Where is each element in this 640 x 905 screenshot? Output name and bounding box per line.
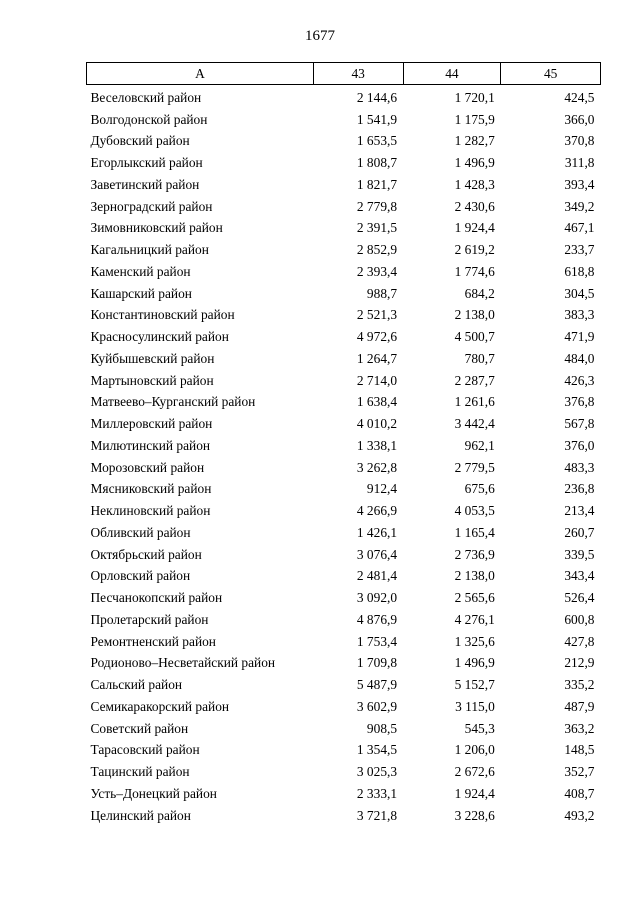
value-43-cell: 988,7	[366, 285, 398, 301]
value-43-cell: 2 521,3	[356, 307, 398, 323]
value-43-cell: 3 721,8	[356, 807, 398, 823]
value-45-cell: 618,8	[564, 263, 595, 279]
value-43-cell: 1 354,5	[356, 742, 398, 758]
table-row	[87, 479, 601, 501]
table-row	[87, 805, 601, 827]
table-row	[87, 370, 601, 392]
table-row	[87, 544, 601, 566]
district-name-cell: Кагальницкий район	[90, 242, 209, 258]
value-44-cell: 962,1	[464, 437, 495, 453]
value-44-cell: 545,3	[464, 720, 495, 736]
district-name-cell: Константиновский район	[90, 307, 235, 323]
value-45-cell: 233,7	[564, 242, 595, 258]
value-44-cell: 1 206,0	[454, 742, 495, 758]
value-43-cell: 1 338,1	[356, 437, 398, 453]
value-44-cell: 5 152,7	[454, 677, 495, 693]
value-45-cell: 376,8	[564, 394, 595, 410]
district-name-cell: Мясниковский район	[90, 481, 212, 497]
value-43-cell: 1 426,1	[356, 524, 398, 540]
district-name-cell: Егорлыкский район	[90, 155, 203, 171]
table-row	[87, 239, 601, 261]
value-43-cell: 1 638,4	[356, 394, 398, 410]
table-row	[87, 457, 601, 479]
district-name-cell: Милютинский район	[90, 437, 211, 453]
district-name-cell: Мартыновский район	[90, 372, 214, 388]
value-45-cell: 349,2	[564, 198, 595, 214]
value-45-cell: 426,3	[564, 372, 595, 388]
value-43-cell: 1 821,7	[356, 176, 398, 192]
value-44-cell: 1 428,3	[454, 176, 495, 192]
table-row	[87, 174, 601, 196]
district-name-cell: Советский район	[90, 720, 189, 736]
value-43-cell: 2 333,1	[356, 785, 398, 801]
value-45-cell: 526,4	[564, 590, 595, 606]
value-44-cell: 1 282,7	[454, 133, 495, 149]
value-43-cell: 2 714,0	[356, 372, 398, 388]
table-row	[87, 348, 601, 370]
district-name-cell: Морозовский район	[90, 459, 205, 475]
value-44-cell: 2 565,6	[454, 590, 495, 606]
table-row	[87, 653, 601, 675]
district-name-cell: Матвеево–Курганский район	[90, 394, 256, 410]
value-45-cell: 311,8	[564, 155, 595, 171]
district-name-cell: Дубовский район	[90, 133, 190, 149]
district-name-cell: Миллеровский район	[90, 416, 213, 432]
value-45-cell: 148,5	[564, 742, 595, 758]
district-name-cell: Целинский район	[90, 807, 191, 823]
value-45-cell: 213,4	[564, 503, 595, 519]
value-44-cell: 675,6	[464, 481, 495, 497]
table-row	[87, 85, 601, 109]
table-row	[87, 674, 601, 696]
value-45-cell: 487,9	[564, 698, 595, 714]
value-43-cell: 2 393,4	[356, 263, 398, 279]
district-name-cell: Песчанокопский район	[90, 590, 223, 606]
table-row	[87, 500, 601, 522]
value-45-cell: 467,1	[564, 220, 595, 236]
value-45-cell: 335,2	[564, 677, 595, 693]
value-43-cell: 3 262,8	[356, 459, 398, 475]
value-45-cell: 363,2	[564, 720, 595, 736]
district-name-cell: Орловский район	[90, 568, 191, 584]
value-45-cell: 424,5	[564, 89, 595, 105]
value-45-cell: 567,8	[564, 416, 595, 432]
value-45-cell: 366,0	[564, 111, 595, 127]
value-43-cell: 1 753,4	[356, 633, 398, 649]
value-43-cell: 4 972,6	[356, 329, 398, 345]
table-row	[87, 152, 601, 174]
table-row	[87, 566, 601, 588]
value-43-cell: 2 779,8	[356, 198, 398, 214]
value-45-cell: 493,2	[564, 807, 595, 823]
district-name-cell: Пролетарский район	[90, 611, 209, 627]
value-43-cell: 3 076,4	[356, 546, 398, 562]
value-43-cell: 2 391,5	[356, 220, 398, 236]
value-45-cell: 600,8	[564, 611, 595, 627]
value-43-cell: 1 709,8	[356, 655, 398, 671]
value-44-cell: 2 430,6	[454, 198, 495, 214]
table-body	[87, 85, 601, 827]
value-43-cell: 2 481,4	[356, 568, 398, 584]
value-45-cell: 352,7	[564, 764, 595, 780]
value-44-cell: 780,7	[464, 350, 495, 366]
table-row	[87, 718, 601, 740]
value-44-cell: 2 138,0	[454, 307, 495, 323]
district-name-cell: Волгодонской район	[90, 111, 208, 127]
value-45-cell: 370,8	[564, 133, 595, 149]
district-name-cell: Зимовниковский район	[90, 220, 223, 236]
table-row	[87, 109, 601, 131]
value-45-cell: 471,9	[564, 329, 595, 345]
table-row	[87, 740, 601, 762]
table-row	[87, 609, 601, 631]
table-row	[87, 761, 601, 783]
value-44-cell: 684,2	[464, 285, 495, 301]
header-cell-44: 44	[403, 63, 501, 85]
value-43-cell: 1 653,5	[356, 133, 398, 149]
value-45-cell: 427,8	[564, 633, 595, 649]
value-45-cell: 260,7	[564, 524, 595, 540]
district-name-cell: Обливский район	[90, 524, 191, 540]
value-44-cell: 1 774,6	[454, 263, 495, 279]
value-45-cell: 383,3	[564, 307, 595, 323]
header-cell-a: А	[87, 63, 314, 85]
value-43-cell: 4 010,2	[356, 416, 398, 432]
table-row	[87, 131, 601, 153]
value-43-cell: 4 876,9	[356, 611, 398, 627]
district-name-cell: Октябрьский район	[90, 546, 202, 562]
district-name-cell: Красносулинский район	[90, 329, 229, 345]
district-name-cell: Сальский район	[90, 677, 183, 693]
page-number: 1677	[305, 28, 335, 44]
table-row	[87, 261, 601, 283]
table-row	[87, 587, 601, 609]
district-name-cell: Тацинский район	[90, 764, 190, 780]
value-45-cell: 376,0	[564, 437, 595, 453]
table-row	[87, 696, 601, 718]
value-43-cell: 3 602,9	[356, 698, 398, 714]
table-row	[87, 631, 601, 653]
value-43-cell: 1 264,7	[356, 350, 398, 366]
value-45-cell: 483,3	[564, 459, 595, 475]
table-row	[87, 392, 601, 414]
value-43-cell: 1 808,7	[356, 155, 398, 171]
value-44-cell: 1 165,4	[454, 524, 495, 540]
table-row	[87, 413, 601, 435]
value-44-cell: 1 496,9	[454, 155, 495, 171]
value-45-cell: 343,4	[564, 568, 595, 584]
value-43-cell: 912,4	[366, 481, 398, 497]
value-43-cell: 2 852,9	[356, 242, 398, 258]
value-43-cell: 4 266,9	[356, 503, 398, 519]
district-name-cell: Усть–Донецкий район	[90, 785, 217, 801]
value-44-cell: 1 924,4	[454, 785, 495, 801]
header-cell-45: 45	[501, 63, 601, 85]
value-44-cell: 1 496,9	[454, 655, 495, 671]
value-44-cell: 2 736,9	[454, 546, 495, 562]
table-row	[87, 435, 601, 457]
district-name-cell: Кашарский район	[90, 285, 192, 301]
value-45-cell: 393,4	[564, 176, 595, 192]
value-45-cell: 304,5	[564, 285, 595, 301]
table-header	[87, 63, 601, 85]
value-43-cell: 3 025,3	[356, 764, 398, 780]
value-43-cell: 2 144,6	[356, 89, 398, 105]
district-name-cell: Каменский район	[90, 263, 191, 279]
value-45-cell: 236,8	[564, 481, 595, 497]
value-44-cell: 2 672,6	[454, 764, 495, 780]
value-44-cell: 3 228,6	[454, 807, 495, 823]
value-43-cell: 1 541,9	[356, 111, 398, 127]
value-44-cell: 2 619,2	[454, 242, 495, 258]
district-name-cell: Неклиновский район	[90, 503, 211, 519]
district-name-cell: Куйбышевский район	[90, 350, 215, 366]
district-name-cell: Ремонтненский район	[90, 633, 216, 649]
value-44-cell: 2 138,0	[454, 568, 495, 584]
value-45-cell: 408,7	[564, 785, 595, 801]
value-44-cell: 3 115,0	[455, 698, 495, 714]
table-row	[87, 326, 601, 348]
data-table	[86, 62, 601, 827]
district-name-cell: Заветинский район	[90, 176, 200, 192]
district-name-cell: Зерноградский район	[90, 198, 213, 214]
value-44-cell: 1 720,1	[454, 89, 495, 105]
table-row	[87, 218, 601, 240]
value-44-cell: 1 924,4	[454, 220, 495, 236]
value-44-cell: 2 287,7	[454, 372, 495, 388]
value-44-cell: 4 276,1	[454, 611, 495, 627]
table-row	[87, 283, 601, 305]
value-45-cell: 212,9	[564, 655, 595, 671]
district-name-cell: Тарасовский район	[90, 742, 200, 758]
value-44-cell: 3 442,4	[454, 416, 495, 432]
value-45-cell: 484,0	[564, 350, 595, 366]
header-cell-43: 43	[313, 63, 403, 85]
table-row	[87, 305, 601, 327]
value-43-cell: 908,5	[366, 720, 398, 736]
value-44-cell: 4 500,7	[454, 329, 495, 345]
header-row	[87, 63, 601, 85]
value-43-cell: 5 487,9	[356, 677, 398, 693]
district-name-cell: Веселовский район	[90, 89, 202, 105]
table-row	[87, 783, 601, 805]
value-43-cell: 3 092,0	[356, 590, 398, 606]
table-row	[87, 196, 601, 218]
value-45-cell: 339,5	[564, 546, 595, 562]
table-row	[87, 522, 601, 544]
district-name-cell: Семикаракорский район	[90, 698, 230, 714]
value-44-cell: 2 779,5	[454, 459, 495, 475]
value-44-cell: 1 175,9	[454, 111, 495, 127]
value-44-cell: 1 325,6	[454, 633, 495, 649]
value-44-cell: 1 261,6	[454, 394, 495, 410]
value-44-cell: 4 053,5	[454, 503, 495, 519]
district-name-cell: Родионово–Несветайский район	[90, 655, 276, 671]
